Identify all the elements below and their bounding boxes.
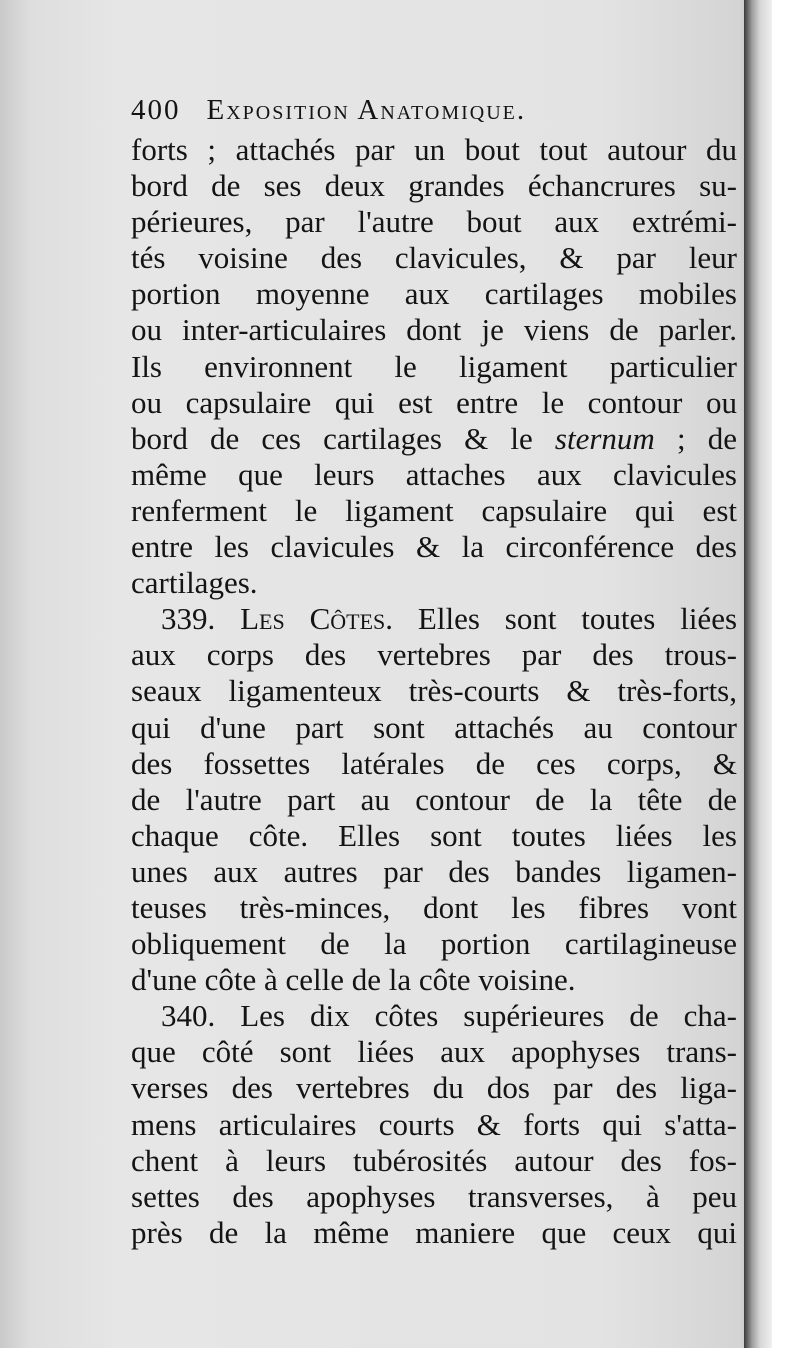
page-text (131, 88, 737, 1251)
text-line: settes des apophyses transverses, à peu (131, 1178, 737, 1214)
text-line: chent à leurs tubérosités autour des fos- (131, 1142, 737, 1178)
text-line: qui d'une part sont attachés au contour (131, 709, 737, 745)
running-header (131, 88, 737, 132)
text-fragment: bord de ces cartilages & le (131, 420, 533, 456)
text-line: seaux ligamenteux très-courts & très-forts, (131, 673, 737, 709)
page-edge-shadow (744, 0, 772, 1348)
text-line: des fossettes latérales de ces corps, & (131, 745, 737, 781)
text-line: unes aux autres par des bandes ligamen- (131, 853, 737, 889)
text-line: portion moyenne aux cartilages mobiles (131, 276, 737, 312)
text-line: périeures, par l'autre bout aux extrémi- (131, 204, 737, 240)
text-line: entre les clavicules & la circonférence des (131, 529, 737, 565)
section-heading: Les Côtes. (240, 601, 394, 637)
text-line: obliquement de la portion cartilagineuse (131, 926, 737, 962)
text-line: renferment le ligament capsulaire qui est (131, 492, 737, 528)
text-line: forts ; attachés par un bout tout autour du (131, 132, 737, 167)
text-line: verses des vertebres du dos par des liga- (131, 1070, 737, 1106)
text-line: de l'autre part au contour de la tête de (131, 781, 737, 817)
text-line: teuses très-minces, dont les fibres vont (131, 889, 737, 925)
paragraph-number: 339. (161, 601, 216, 637)
text-line: que côté sont liées aux apophyses trans- (131, 1034, 737, 1070)
text-line: près de la même maniere que ceux qui (131, 1214, 737, 1250)
text-line: ou capsulaire qui est entre le contour ou (131, 384, 737, 420)
text-line: cartilages. (131, 565, 258, 601)
text-line (131, 421, 737, 457)
paragraph-340-first-line (131, 998, 737, 1034)
text-line: bord de ses deux grandes échancrures su- (131, 168, 737, 204)
text-line: ou inter-articulaires dont je viens de parler. (131, 312, 737, 348)
text-line: même que leurs attaches aux clavicules (131, 456, 737, 492)
paragraph-339-first-line (131, 601, 737, 637)
running-title: Exposition Anatomique. (206, 94, 527, 126)
text-line: d'une côte à celle de la côte voisine. (131, 962, 576, 998)
text-line: Ils environnent le ligament particulier (131, 348, 737, 384)
page-number: 400 (131, 94, 181, 126)
sternum-term: sternum (554, 420, 655, 456)
paragraph-number: 340. (161, 998, 216, 1034)
text-line: aux corps des vertebres par des trous- (131, 637, 737, 673)
text-line: tés voisine des clavicules, & par leur (131, 240, 737, 276)
text-fragment: Elles sont toutes liées (417, 601, 738, 637)
text-line: chaque côte. Elles sont toutes liées les (131, 817, 737, 853)
text-fragment: Les dix côtes supérieures de cha- (240, 998, 737, 1034)
text-line: mens articulaires courts & forts qui s'atta- (131, 1106, 737, 1142)
text-fragment: ; de (676, 420, 738, 456)
